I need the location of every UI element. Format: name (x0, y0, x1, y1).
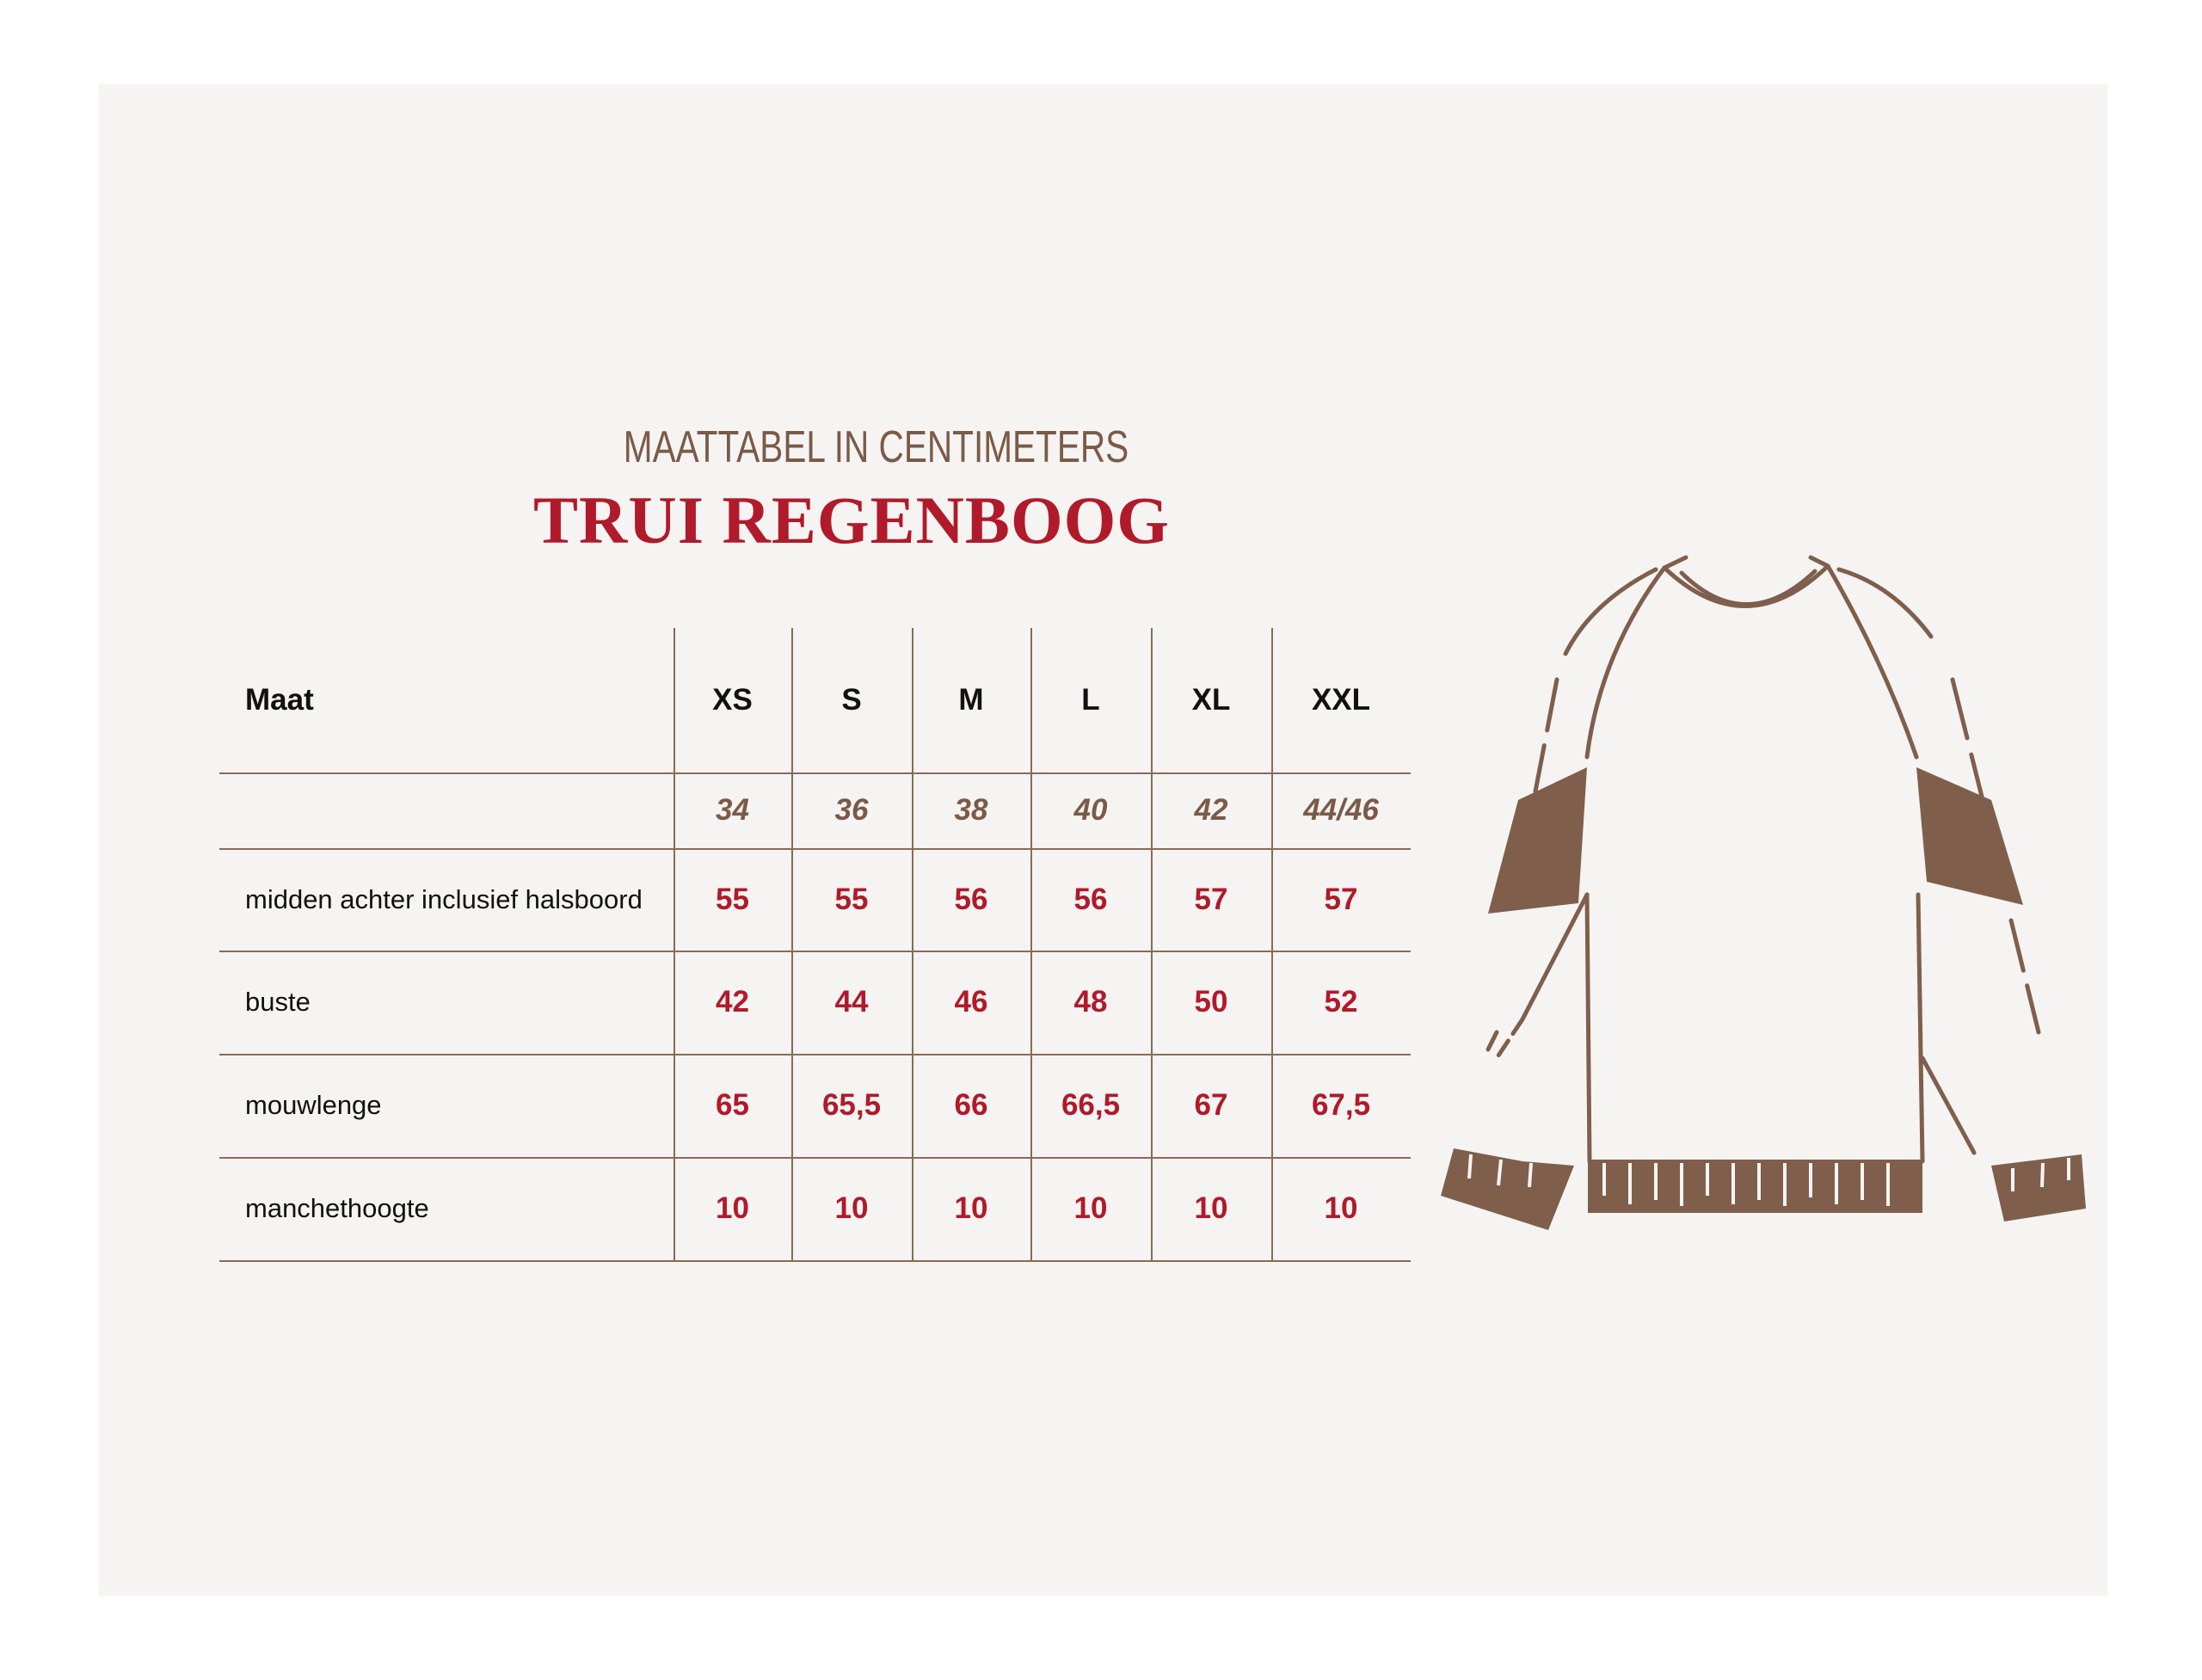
measurement-value: 42 (716, 985, 749, 1018)
row-label: buste (245, 987, 311, 1017)
eu-size: 42 (1194, 793, 1228, 827)
size-header: XXL (1311, 683, 1371, 717)
measurement-value: 55 (716, 882, 749, 916)
row-label: mouwlenge (245, 1090, 382, 1120)
measurement-value: 48 (1073, 985, 1108, 1018)
measurement-value: 57 (1324, 882, 1358, 916)
measurement-value: 10 (1194, 1191, 1228, 1225)
measurement-value: 10 (834, 1191, 869, 1225)
sweater-icon (1419, 542, 2090, 1230)
product-title: TRUI REGENBOOG (533, 483, 1170, 557)
eu-size: 34 (716, 793, 749, 827)
size-header: M (958, 683, 984, 717)
measurement-value: 65 (716, 1088, 749, 1122)
measurement-value: 55 (834, 882, 869, 916)
measurement-value: 65,5 (821, 1088, 882, 1122)
measurement-value: 10 (1324, 1191, 1358, 1225)
measurement-value: 46 (954, 985, 988, 1018)
row-divider (219, 1260, 1411, 1262)
measurement-value: 66 (954, 1088, 988, 1122)
measurement-value: 10 (1073, 1191, 1108, 1225)
size-header: S (841, 683, 862, 717)
eu-size: 44/46 (1303, 793, 1379, 827)
measurement-value: 44 (834, 985, 869, 1018)
measurement-value: 10 (954, 1191, 988, 1225)
eu-size: 40 (1073, 793, 1108, 827)
eu-size: 38 (954, 793, 988, 827)
chart-subtitle: MAATTABEL IN CENTIMETERS (623, 422, 1129, 472)
size-header: XS (712, 683, 753, 717)
measurement-value: 57 (1194, 882, 1228, 916)
measurement-value: 50 (1194, 985, 1228, 1018)
measurement-value: 66,5 (1061, 1088, 1121, 1122)
measurement-value: 67 (1194, 1088, 1228, 1122)
measurement-value: 10 (716, 1191, 749, 1225)
measurement-value: 56 (954, 882, 988, 916)
measurement-value: 52 (1324, 985, 1358, 1018)
header-maat: Maat (245, 683, 314, 717)
row-label: midden achter inclusief halsboord (245, 883, 643, 914)
size-header: L (1081, 683, 1100, 717)
measurement-value: 67,5 (1311, 1088, 1371, 1122)
size-header: XL (1191, 683, 1231, 717)
row-label: manchethoogte (245, 1193, 429, 1223)
eu-size: 36 (834, 793, 869, 827)
measurement-value: 56 (1073, 882, 1108, 916)
